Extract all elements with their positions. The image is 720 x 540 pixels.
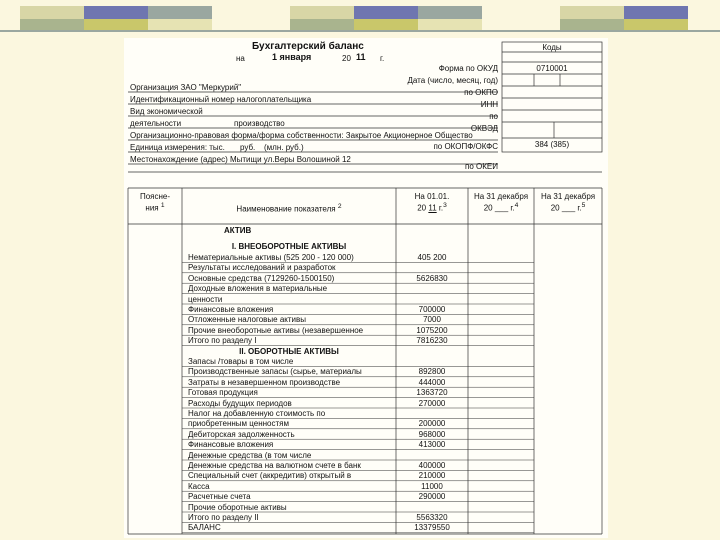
col-period-3-century: 20 [550, 203, 560, 213]
col-period-1-year: 11 [428, 203, 437, 213]
decor-block [148, 6, 212, 32]
row-label: ценности [188, 294, 223, 304]
col-period-2: На 31 декабря 20 ___ г.$^4$ [473, 192, 529, 213]
row-value: 290000 [418, 492, 446, 502]
decor-block [624, 6, 688, 32]
okpo-label: по ОКПО [464, 88, 498, 97]
section-assets: АКТИВ [224, 226, 252, 235]
row-label: Прочие внеоборотные активы (незавершенное [188, 325, 364, 335]
balance-sheet-form [124, 38, 608, 538]
row-value: 7816230 [416, 336, 448, 346]
col-period-3-label: На 31 декабря [540, 192, 596, 201]
col-period-3: На 31 декабря 20 ___ г.$^5$ [540, 192, 596, 213]
row-label: Готовая продукция [188, 388, 258, 398]
col-explain-footnote: 1 [160, 202, 165, 209]
col-period-1-century: 20 [417, 203, 427, 213]
year-value: 11 [356, 52, 366, 62]
section-2-title: II. ОБОРОТНЫЕ АКТИВЫ [239, 346, 339, 356]
codes-header: Коды [542, 43, 562, 52]
row-label: Денежные средства (в том числе [188, 450, 312, 460]
col-explain-label: Поясне- [139, 192, 171, 201]
col-period-1-footnote: 3 [443, 202, 447, 209]
legal-form: Организационно-правовая форма/форма собственности: Закрытое Акционерное Общество [130, 131, 473, 140]
activity-value: производство [234, 119, 285, 128]
okud-label: Форма по ОКУД [438, 64, 498, 73]
col-period-1-label: На 01.01. [414, 192, 450, 201]
row-value: 444000 [418, 377, 446, 387]
row-value: 5563320 [416, 513, 448, 522]
row-label: Налог на добавленную стоимость по [188, 409, 326, 418]
decor-block [560, 6, 624, 32]
decor-block [354, 6, 418, 32]
col-period-1 [396, 192, 468, 213]
row-label: Денежные средства на валютном счете в банк [188, 461, 361, 470]
row-value: 1363720 [416, 388, 448, 398]
decor-block [20, 6, 84, 32]
col-explain-header [128, 192, 182, 213]
row-label: Итого по разделу I [188, 336, 257, 346]
inn-text: Идентификационный номер налогоплательщика [130, 95, 312, 104]
row-label: Касса [188, 481, 210, 491]
row-label: Финансовые вложения [188, 305, 274, 314]
col-period-2-footnote: 4 [514, 202, 519, 209]
section-1-title: I. ВНЕОБОРОТНЫЕ АКТИВЫ [231, 242, 347, 251]
col-period-3-footnote: 5 [581, 202, 586, 209]
okopf-label: по ОКОПФ/ОКФС [433, 142, 498, 151]
row-value: 700000 [418, 305, 446, 314]
row-value: 413000 [418, 440, 446, 450]
location: Местонахождение (адрес) Мытищи ул.Веры Волошиной 12 [130, 155, 351, 164]
row-value: 405 200 [417, 253, 447, 262]
row-value: 400000 [418, 461, 446, 470]
row-value: 968000 [418, 429, 446, 439]
unit-suffix: (млн. руб.) [264, 143, 304, 152]
activity-line-1: Вид экономической [130, 107, 203, 116]
row-label: приобретенным ценностям [188, 419, 289, 429]
decor-block [84, 6, 148, 32]
row-value: 7000 [423, 315, 441, 325]
col-explain-label-2: ния [145, 203, 159, 213]
row-label: Основные средства (7129260-1500150) [188, 273, 335, 283]
row-value: 13379550 [414, 523, 450, 533]
inn-label: ИНН [480, 100, 498, 109]
okei-value: 384 (385) [534, 140, 570, 149]
row-label: Запасы /товары в том числе [188, 357, 294, 366]
row-label: Доходные вложения в материальные [188, 284, 328, 294]
col-period-2-century: 20 [483, 203, 493, 213]
row-value: 892800 [418, 367, 446, 377]
year-prefix: 20 [342, 54, 351, 63]
decorative-header-band [0, 0, 720, 40]
row-label: Отложенные налоговые активы [188, 315, 306, 325]
row-label: Дебиторская задолженность [188, 429, 295, 439]
row-value: 1075200 [416, 325, 448, 335]
row-label: Нематериальные активы (525 200 - 120 000) [188, 253, 354, 262]
row-value: 210000 [418, 471, 446, 481]
row-label: Расчетные счета [188, 492, 251, 502]
unit-prefix: Единица измерения: тыс. [130, 143, 225, 152]
row-label: Финансовые вложения [188, 440, 274, 450]
form-title: Бухгалтерский баланс [252, 41, 364, 52]
col-period-3-suffix: г. [577, 203, 582, 213]
okei-label: по ОКЕИ [465, 162, 498, 171]
row-label: Итого по разделу II [188, 513, 259, 522]
okved-label: по [489, 112, 498, 121]
row-value: 11000 [421, 481, 443, 491]
decor-line [0, 30, 720, 32]
row-value: 270000 [418, 398, 446, 408]
decor-block [290, 6, 354, 32]
row-label: Результаты исследований и разработок [188, 263, 336, 273]
activity-line-2: деятельности [130, 119, 182, 128]
organization: Организация ЗАО "Меркурий" [130, 83, 242, 92]
okud-value: 0710001 [536, 64, 568, 73]
date-value: 1 января [272, 52, 312, 62]
col-period-1-suffix: г. [438, 203, 444, 213]
date-label: Дата (число, месяц, год) [407, 76, 498, 85]
decor-block [418, 6, 482, 32]
col-period-2-suffix: г. [510, 203, 515, 213]
okved-label-2: ОКВЭД [470, 124, 498, 133]
row-label: Прочие оборотные активы [188, 502, 287, 512]
col-name-label: Наименование показателя [236, 204, 336, 214]
col-name-footnote: 2 [337, 203, 342, 210]
row-label: Расходы будущих периодов [188, 398, 292, 408]
row-label: Производственные запасы (сырье, материалы [188, 367, 362, 377]
unit-value: руб. [240, 143, 256, 152]
row-label: БАЛАНС [188, 523, 221, 533]
row-label: Специальный счет (аккредитив) открытый в [188, 471, 352, 481]
row-value: 5626830 [416, 273, 448, 283]
date-prefix: на [236, 54, 245, 63]
row-value: 200000 [418, 419, 446, 429]
row-label: Затраты в незавершенном производстве [188, 377, 341, 387]
year-suffix: г. [380, 54, 385, 63]
col-name-header [182, 202, 396, 214]
col-period-2-label: На 31 декабря [473, 192, 529, 201]
